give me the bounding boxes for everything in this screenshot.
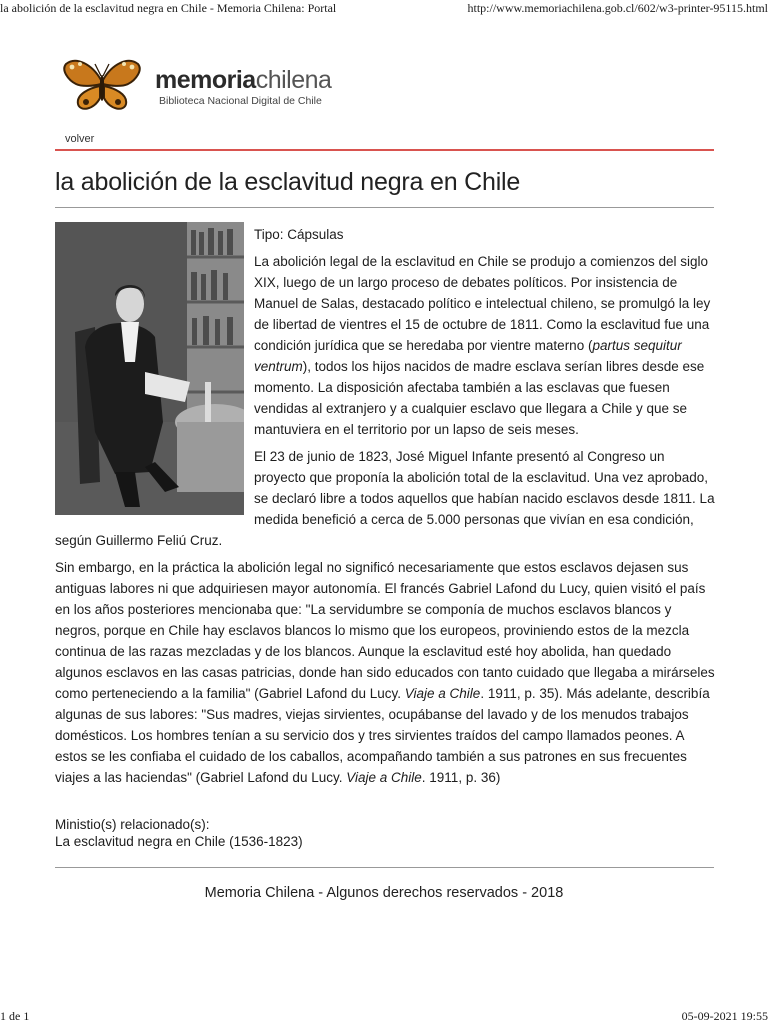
site-footer: Memoria Chilena - Algunos derechos reservados - 2018 [204,885,564,901]
header-divider [55,149,714,151]
butterfly-icon [62,58,142,114]
site-logo[interactable] [62,58,362,114]
article-body [55,224,715,794]
print-page-number: 1 de 1 [0,1009,30,1023]
paragraph-2: El 23 de junio de 1823, José Miguel Infante presentó al Congreso un proyecto que proponía la abolición total de la esclavitud. Una vez aprobado, se declaró libre a todos aquellos que habían nacido esclavos desde 1811. La medida benefició a cerca de 5.000 personas que vivían en esa condición, según Guillermo Feliú Cruz. [55,449,715,548]
related-section [55,816,303,850]
paragraph-1: La abolición legal de la esclavitud en Chile se produjo a comienzos del siglo XIX, luego de un largo proceso de debates políticos. Por insistencia de Manuel de Salas, destacado político e intelectual chileno, se promulgó la ley de libertad de vientres el 15 de octubre de 1811. Como la esclavitud fue una condición jurídica que se heredaba por vientre materno (partus sequitur ventrum), todos los hijos nacidos de madre esclava serían libres desde ese momento. La disposición afectaba también a las esclavas que fuesen vendidas al extranjero y a cualquier esclavo que llegara a Chile y que se mantuviera en el territorio por un lapso de seis meses. [254,254,711,437]
print-page-title: la abolición de la esclavitud negra en Chile - Memoria Chilena: Portal [0,1,337,15]
title-divider [55,207,714,208]
page-title: la abolición de la esclavitud negra en Chile [55,168,521,196]
print-footer [0,1008,768,1024]
image-spacer [55,224,254,520]
logo-tagline: Biblioteca Nacional Digital de Chile [159,95,322,107]
related-label: Ministio(s) relacionado(s): [55,817,210,832]
logo-wordmark: memoriachilena [155,66,332,94]
print-header [0,0,768,18]
print-url: http://www.memoriachilena.gob.cl/602/w3-printer-95115.html [467,1,768,15]
footer-divider [55,867,714,868]
print-date: 05-09-2021 19:55 [681,1009,768,1023]
related-link[interactable]: La esclavitud negra en Chile (1536-1823) [55,834,303,849]
content-type: Tipo: Cápsulas [254,227,344,242]
back-link[interactable]: volver [65,133,95,145]
paragraph-3: Sin embargo, en la práctica la abolición legal no significó necesariamente que estos esclavos dejasen sus antiguas labores ni que adquiriesen mayor autonomía. El francés Gabriel Lafond du Lucy, quien visitó el país en los años posteriores mencionaba que: "La servidumbre se componía de muchos esclavos blancos y negros, porque en Chile hay esclavos blancos lo mismo que los europeos, proviniendo estos de la mezcla continua de las razas mezcladas y de los blancos. Aunque la esclavitud esté hoy abolida, han quedado algunos esclavos en las casas patricias, donde han sido educados con tanto cuidado que llegaba a mirárseles como perteneciendo a la familia" (Gabriel Lafond du Lucy. Viaje a Chile. 1911, p. 35). Más adelante, describía algunas de sus labores: "Sus madres, viejas sirvientes, ocupábanse del lavado y de los menudos trabajos domésticos. Los hombres tenían a su servicio dos y tres sirvientes traídos del campo llamados peones. A estos se les confiaba el cuidado de los caballos, acompañando también a sus patrones en sus frecuentes viajes a las haciendas" (Gabriel Lafond du Lucy. Viaje a Chile. 1911, p. 36) [55,560,715,785]
